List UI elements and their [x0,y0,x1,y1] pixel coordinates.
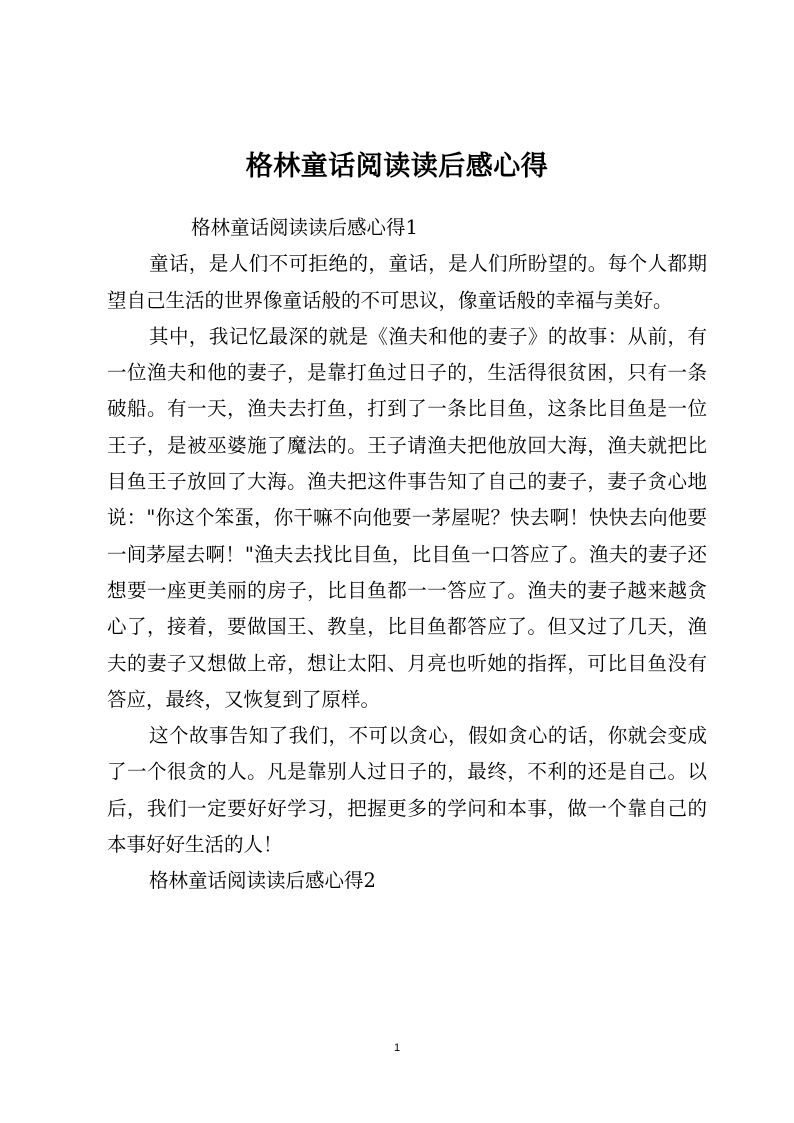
section-heading-2: 格林童话阅读读后感心得2 [149,869,376,893]
document-body [107,210,707,900]
paragraph-moral: 这个故事告知了我们，不可以贪心，假如贪心的话，你就会变成了一个很贪的人。凡是靠别人过日子的，最终，不利的还是自己。以后，我们一定要好好学习，把握更多的学问和本事，做一个靠自己的本事好好生活的人！ [107,724,707,857]
paragraph-intro: 童话，是人们不可拒绝的，童话，是人们所盼望的。每个人都期望自己生活的世界像童话般的不可思议，像童话般的幸福与美好。 [107,252,707,312]
page-number: 1 [393,1042,401,1054]
section-heading-1: 格林童话阅读读后感心得1 [191,216,418,239]
paragraph-story: 其中，我记忆最深的就是《渔夫和他的妻子》的故事：从前，有一位渔夫和他的妻子，是靠打鱼过日子的，生活得很贫困，只有一条破船。有一天，渔夫去打鱼，打到了一条比目鱼，这条比目鱼是一位王子，是被巫婆施了魔法的。王子请渔夫把他放回大海，渔夫就把比目鱼王子放回了大海。渔夫把这件事告知了自己的妻子，妻子贪心地说："你这个笨蛋，你干嘛不向他要一茅屋呢？快去啊！快快去向他要一间茅屋去啊！"渔夫去找比目鱼，比目鱼一口答应了。渔夫的妻子还想要一座更美丽的房子，比目鱼都一一答应了。渔夫的妻子越来越贪心了，接着，要做国王、教皇，比目鱼都答应了。但又过了几天，渔夫的妻子又想做上帝，想让太阳、月亮也听她的指挥，可比目鱼没有答应，最终，又恢复到了原样。 [107,324,707,711]
document-title: 格林童话阅读读后感心得 [245,151,549,182]
